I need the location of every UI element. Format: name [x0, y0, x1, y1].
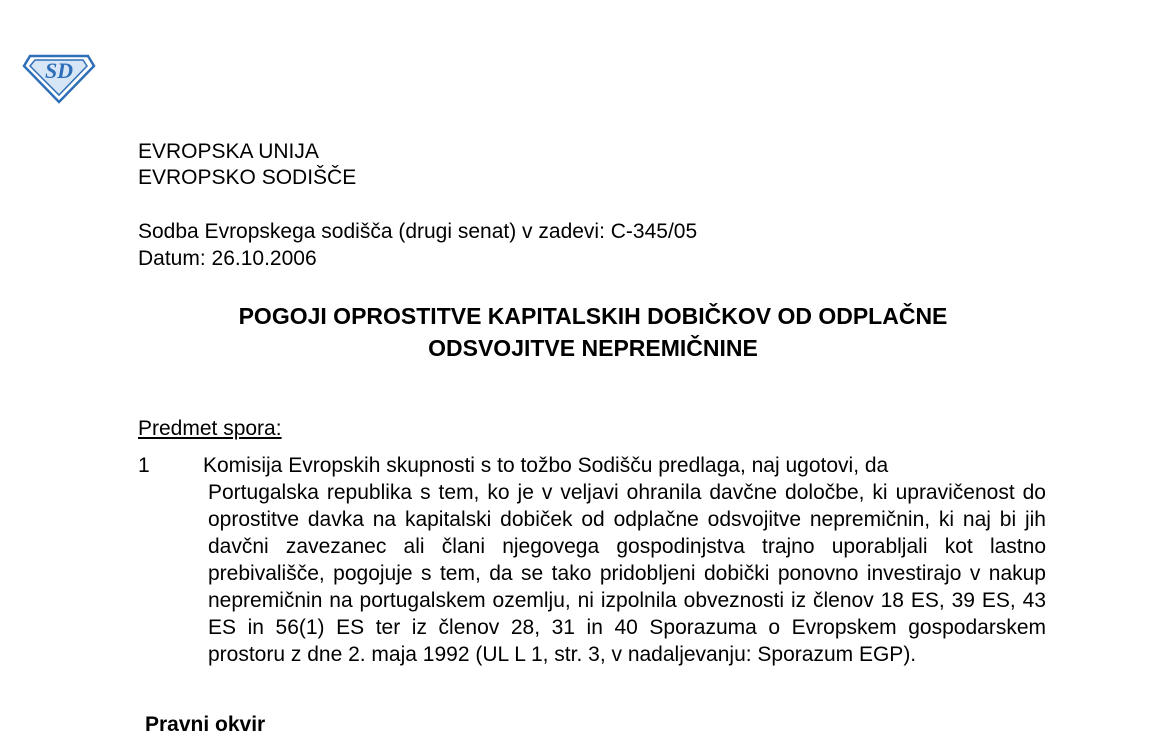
paragraph-body: Portugalska republika s tem, ko je v veljavi ohranila davčne določbe, ki upravičenost do oprostitve davka na kapitalski dobiček od odplačne odsvojitve nepremičnin, ki naj bi jih davčni zavezanec ali člani njegovega gospodinjstva trajno uporabljali kot lastno prebivališče, pogojuje s tem, da se tako pridobljeni dobički ponovno investirajo v nakup nepremičnin na portugalskem ozemlju, ni izpolnila obveznosti iz členov 18 ES, 39 ES, 43 ES in 56(1) ES ter iz členov 28, 31 in 40 Sporazuma o Evropskem gospodarskem prostoru z dne 2. maja 1992 (UL L 1, str. 3, v nadaljevanju: Sporazum EGP). [208, 481, 1046, 666]
svg-text:SD: SD [44, 58, 74, 83]
court-org-line-2: EVROPSKO SODIŠČE [138, 166, 357, 189]
paragraph-text [203, 452, 1046, 668]
paragraph-first-line: Komisija Evropskih skupnosti s to tožbo Sodišču predlaga, naj ugotovi, da [203, 454, 889, 477]
judgment-date: Datum: 26.10.2006 [138, 247, 317, 270]
title-line-1: POGOJI OPROSTITVE KAPITALSKIH DOBIČKOV OD ODPLAČNE [238, 303, 948, 329]
case-reference: Sodba Evropskega sodišča (drugi senat) v zadevi: C-345/05 [138, 220, 698, 243]
title-line-2: ODSVOJITVE NEPREMIČNINE [428, 335, 758, 361]
subject-heading: Predmet spora: [138, 417, 282, 440]
document-title [138, 300, 1048, 364]
paragraph-number: 1 [138, 454, 150, 477]
court-org-line-1: EVROPSKA UNIJA [138, 140, 319, 163]
sd-logo-icon [22, 48, 96, 104]
legal-framework-heading: Pravni okvir [145, 713, 266, 736]
